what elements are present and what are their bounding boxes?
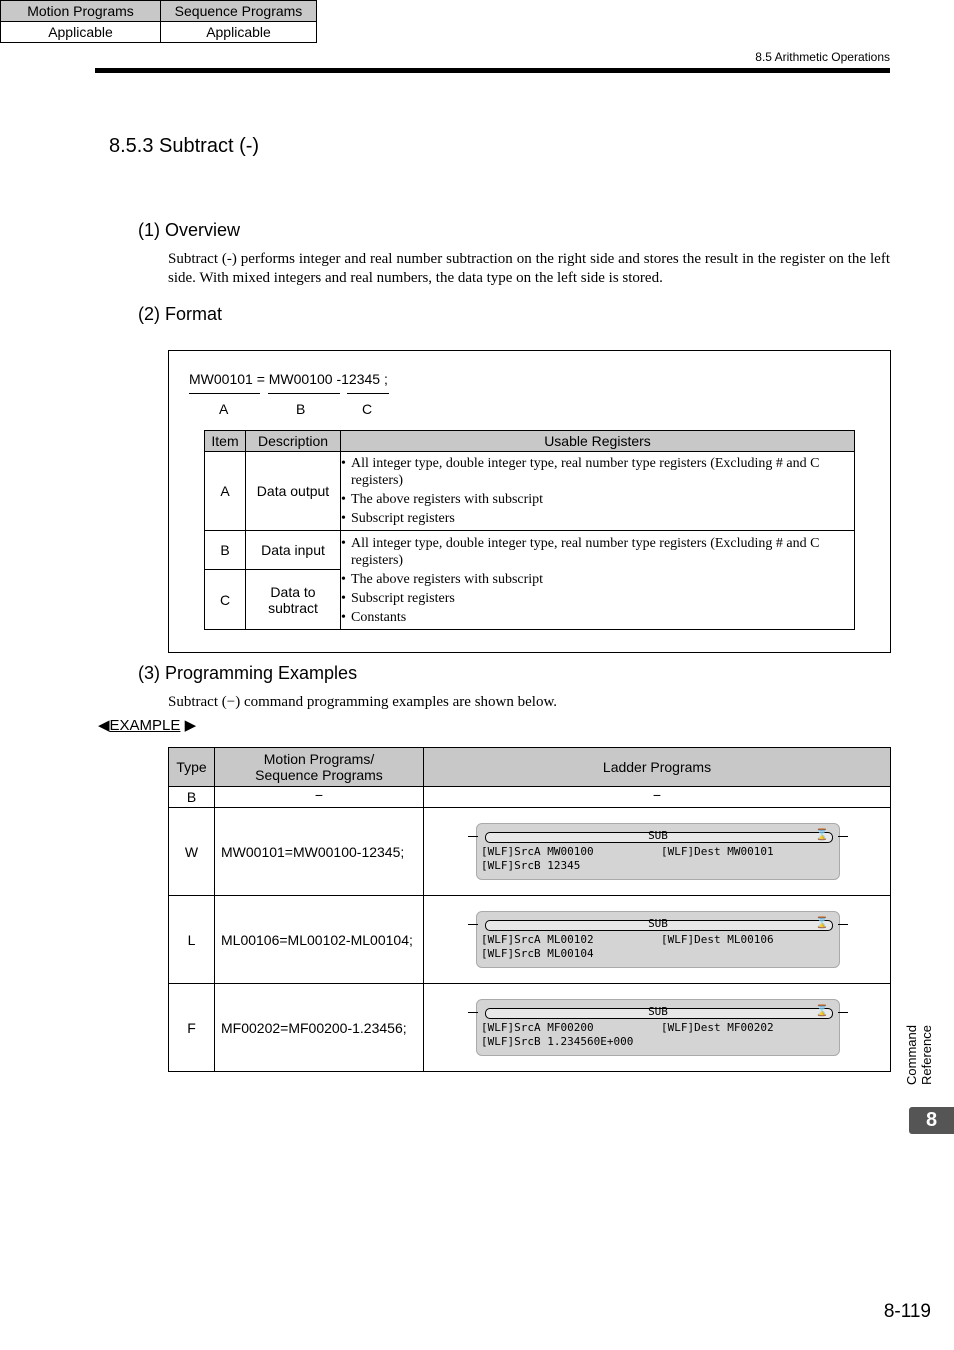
underline-c [347, 393, 389, 394]
ex-ladder-l [424, 896, 891, 984]
items-header-item: Item [205, 431, 246, 452]
chapter-tab: 8 [909, 1107, 954, 1134]
section-title: 8.5.3 Subtract (-) [109, 135, 260, 157]
chapter-side-label: Command Reference [904, 1025, 934, 1085]
ex-type-f: F [169, 984, 215, 1072]
ladder-dest: [WLF]Dest ML00106 [661, 933, 774, 946]
ladder-srcb: [WLF]SrcB 12345 [481, 859, 581, 872]
format-heading: (2) Format [138, 304, 223, 324]
ex-ladder-w [424, 808, 891, 896]
example-label [98, 716, 196, 734]
overview-heading: (1) Overview [138, 220, 241, 240]
registers-a-2: • The above registers with subscript [341, 491, 854, 508]
item-b: B [205, 531, 246, 570]
applic-header-motion: Motion Programs [1, 1, 161, 22]
ex-motion-f: MF00202=MF00200-1.23456; [215, 984, 424, 1072]
applic-value-motion: Applicable [1, 22, 161, 43]
examples-table [168, 747, 891, 1072]
registers-a-1: • All integer type, double integer type, real number type registers (Excluding # and C registers) [341, 455, 854, 489]
header-rule [95, 68, 890, 73]
examples-text: Subtract (−) command programming examples are shown below. [168, 694, 558, 710]
label-a: A [219, 401, 229, 417]
example-text: EXAMPLE [109, 717, 181, 734]
items-header-registers: Usable Registers [341, 431, 855, 452]
ladder-block [476, 823, 840, 880]
registers-bc [341, 531, 855, 630]
ex-header-ladder: Ladder Programs [424, 748, 891, 787]
triangle-left-icon: ◀ [98, 717, 110, 734]
ex-ladder-b: − [424, 787, 891, 808]
ladder-block [476, 911, 840, 968]
ex-header-motion: Motion Programs/ Sequence Programs [215, 748, 424, 787]
registers-bc-1: • All integer type, double integer type, real number type registers (Excluding # and C registers) [341, 535, 854, 569]
table-row [169, 984, 891, 1072]
ex-type-l: L [169, 896, 215, 984]
registers-a [341, 452, 855, 531]
ladder-srca: [WLF]SrcA MW00100 [481, 845, 594, 858]
desc-c: Data to subtract [246, 570, 341, 630]
table-row [205, 531, 855, 570]
hourglass-icon: ⌛ [815, 1004, 829, 1017]
table-row [205, 452, 855, 531]
triangle-right-icon: ▶ [180, 717, 197, 734]
applic-header-sequence: Sequence Programs [161, 1, 317, 22]
applic-value-sequence: Applicable [161, 22, 317, 43]
desc-a: Data output [246, 452, 341, 531]
hourglass-icon: ⌛ [815, 828, 829, 841]
item-c: C [205, 570, 246, 630]
ladder-title: SUB [648, 917, 668, 930]
ex-type-w: W [169, 808, 215, 896]
table-row [169, 896, 891, 984]
ladder-srca: [WLF]SrcA MF00200 [481, 1021, 594, 1034]
items-header-description: Description [246, 431, 341, 452]
registers-bc-4: • Constants [341, 609, 854, 626]
label-b: B [296, 401, 306, 417]
ladder-title: SUB [648, 829, 668, 842]
registers-bc-3: • Subscript registers [341, 590, 854, 607]
ladder-title: SUB [648, 1005, 668, 1018]
examples-heading: (3) Programming Examples [138, 663, 358, 683]
ladder-dest: [WLF]Dest MW00101 [661, 845, 774, 858]
running-header: 8.5 Arithmetic Operations [755, 50, 890, 64]
desc-b: Data input [246, 531, 341, 570]
ex-motion-w: MW00101=MW00100-12345; [215, 808, 424, 896]
ex-header-type: Type [169, 748, 215, 787]
ladder-block [476, 999, 840, 1056]
registers-a-3: • Subscript registers [341, 510, 854, 527]
ex-motion-l: ML00106=ML00102-ML00104; [215, 896, 424, 984]
ex-type-b: B [169, 787, 215, 808]
hourglass-icon: ⌛ [815, 916, 829, 929]
ex-ladder-f [424, 984, 891, 1072]
underline-a [189, 393, 260, 394]
item-a: A [205, 452, 246, 531]
format-items-table [204, 430, 855, 630]
overview-text: Subtract (-) performs integer and real number subtraction on the right side and stores the result in the register on the left side. With mixed integers and real numbers, the data type on the left side is stored. [168, 251, 890, 286]
label-c: C [362, 401, 373, 417]
ladder-srcb: [WLF]SrcB ML00104 [481, 947, 594, 960]
ladder-dest: [WLF]Dest MF00202 [661, 1021, 774, 1034]
ex-motion-b: − [215, 787, 424, 808]
ladder-srca: [WLF]SrcA ML00102 [481, 933, 594, 946]
ladder-srcb: [WLF]SrcB 1.234560E+000 [481, 1035, 634, 1048]
format-code: MW00101 = MW00100 -12345 ; [189, 371, 388, 387]
applicability-table [0, 0, 317, 43]
page-number: 8-119 [883, 1301, 931, 1322]
table-row [169, 808, 891, 896]
table-row [169, 787, 891, 808]
underline-b [268, 393, 340, 394]
registers-bc-2: • The above registers with subscript [341, 571, 854, 588]
